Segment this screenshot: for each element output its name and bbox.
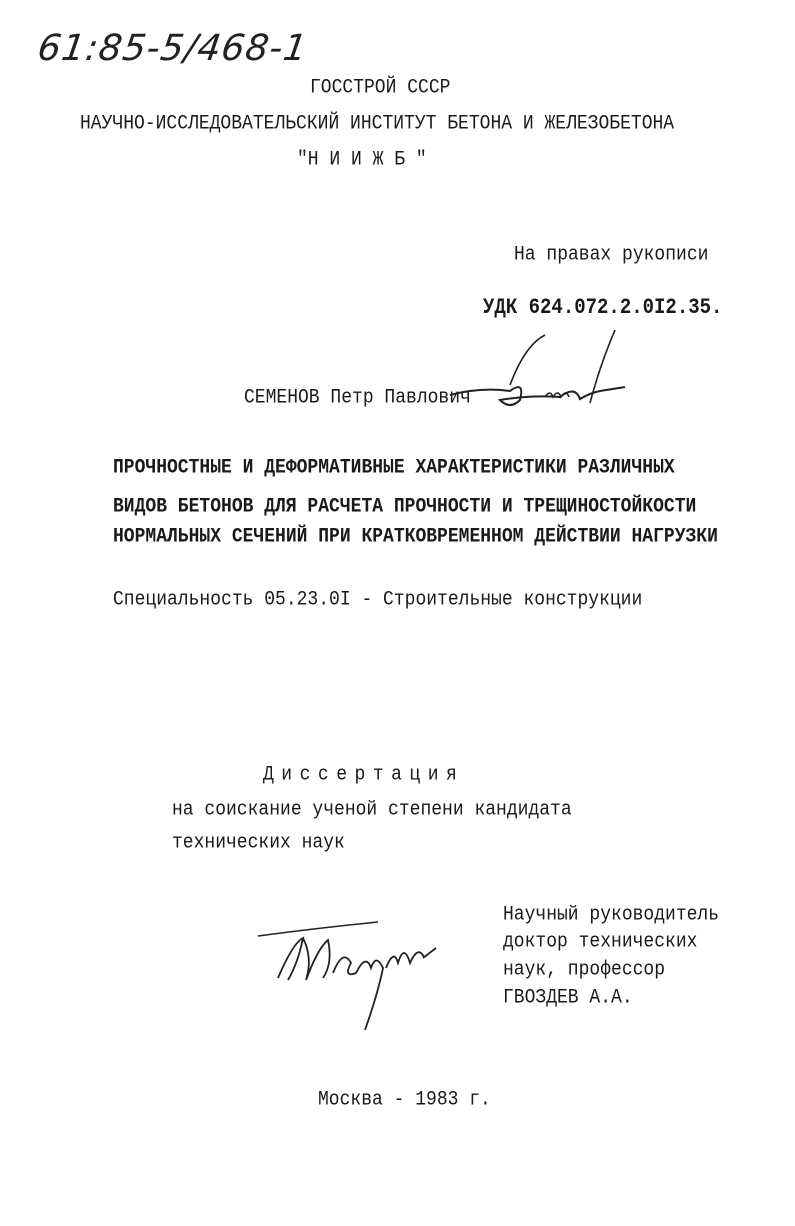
title-line-3: НОРМАЛЬНЫХ СЕЧЕНИЙ ПРИ КРАТКОВРЕМЕННОМ ДЕЙСТВИИ НАГРУЗКИ (113, 525, 718, 549)
agency-name: ГОССТРОЙ СССР (310, 76, 451, 100)
author-name: СЕМЕНОВ Петр Павлович (244, 386, 471, 410)
supervisor-name: ГВОЗДЕВ А.А. (503, 986, 633, 1010)
institute-name: НАУЧНО-ИССЛЕДОВАТЕЛЬСКИЙ ИНСТИТУТ БЕТОНА И ЖЕЛЕЗОБЕТОНА (80, 112, 675, 136)
title-line-2: ВИДОВ БЕТОНОВ ДЛЯ РАСЧЕТА ПРОЧНОСТИ И ТРЕЩИНОСТОЙКОСТИ (113, 495, 697, 519)
author-signature (450, 325, 630, 415)
place-and-year: Москва - 1983 г. (318, 1088, 491, 1112)
supervisor-signature (258, 918, 448, 1008)
specialty: Специальность 05.23.0I - Строительные конструкции (113, 588, 643, 612)
udk-code: УДК 624.072.2.0I2.35. (483, 294, 723, 320)
archive-code-handwritten: 61:85-5/468-1 (35, 28, 311, 69)
supervisor-role: Научный руководитель (503, 903, 720, 927)
institute-abbreviation: "Н И И Ж Б " (297, 148, 427, 172)
title-line-1: ПРОЧНОСТНЫЕ И ДЕФОРМАТИВНЫЕ ХАРАКТЕРИСТИКИ РАЗЛИЧНЫХ (113, 456, 675, 480)
supervisor-degree: доктор технических (503, 930, 698, 954)
manuscript-rights-note: На правах рукописи (514, 243, 709, 267)
dissertation-purpose-line-1: на соискание ученой степени кандидата (172, 798, 572, 822)
dissertation-heading: Диссертация (263, 763, 465, 787)
dissertation-purpose-line-2: технических наук (172, 831, 345, 855)
supervisor-title: наук, профессор (503, 958, 666, 982)
